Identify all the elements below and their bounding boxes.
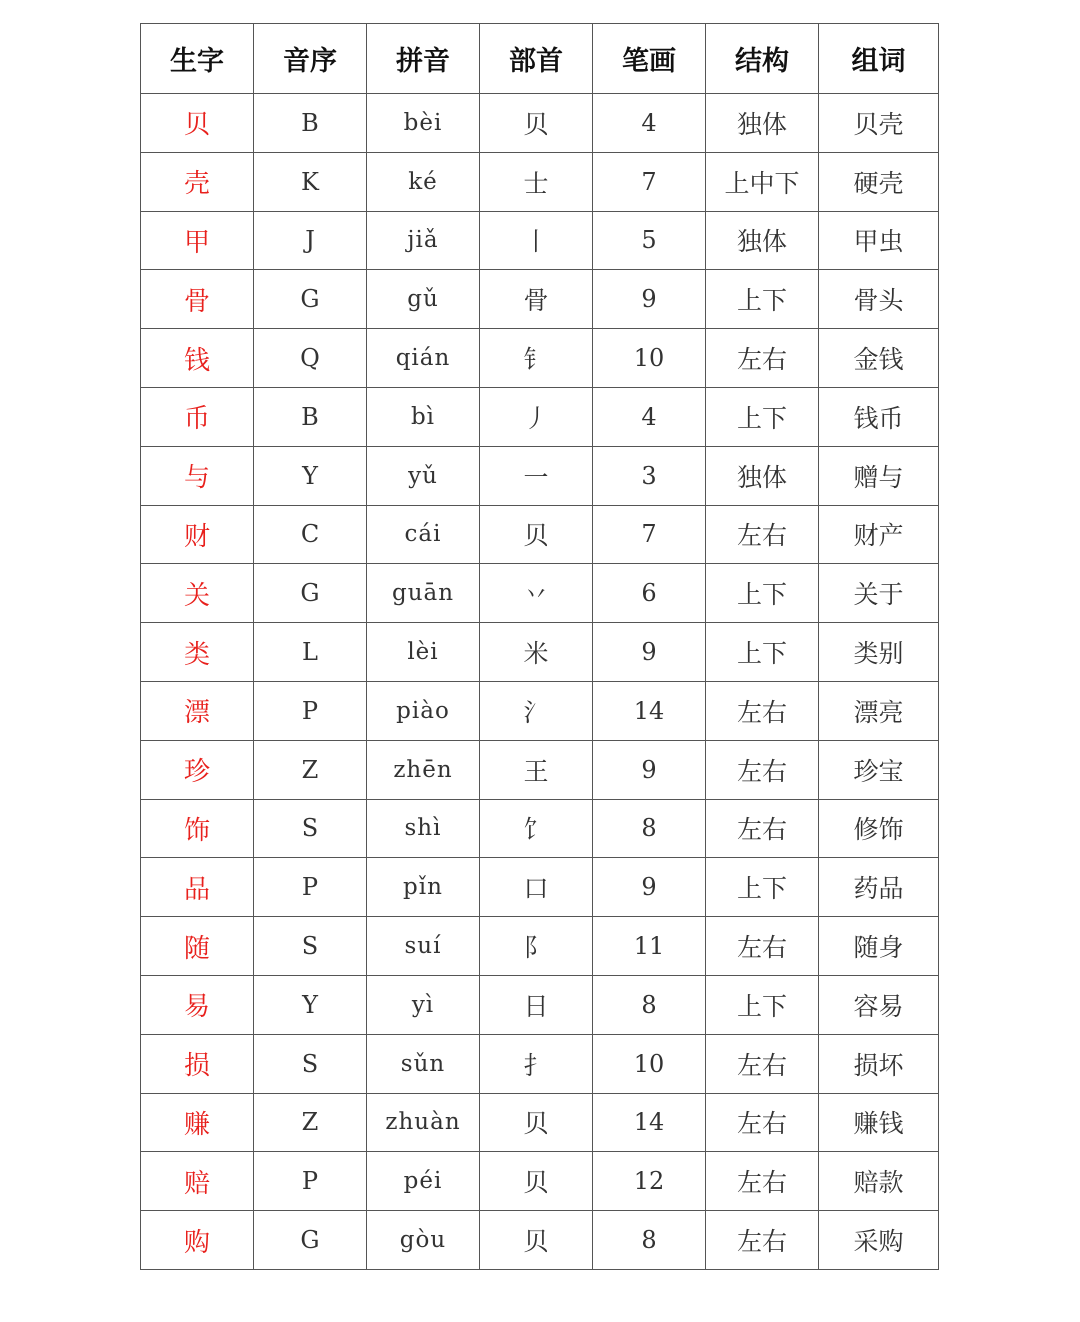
cell-structure: 左右 (706, 1093, 819, 1152)
cell-word: 赚钱 (819, 1093, 939, 1152)
cell-pinyin: yì (367, 975, 480, 1034)
table-row (141, 1211, 939, 1270)
cell-character: 贝 (141, 94, 254, 153)
cell-radical: 丷 (480, 564, 593, 623)
cell-initial: J (254, 211, 367, 270)
cell-strokes: 6 (593, 564, 706, 623)
cell-word: 硬壳 (819, 152, 939, 211)
cell-strokes: 7 (593, 152, 706, 211)
cell-character: 甲 (141, 211, 254, 270)
cell-strokes: 10 (593, 329, 706, 388)
table-row (141, 917, 939, 976)
cell-pinyin: pǐn (367, 858, 480, 917)
cell-radical: 氵 (480, 681, 593, 740)
cell-radical: 骨 (480, 270, 593, 329)
cell-radical: 丨 (480, 211, 593, 270)
table-row (141, 446, 939, 505)
cell-initial: P (254, 858, 367, 917)
cell-pinyin: jiǎ (367, 211, 480, 270)
cell-structure: 上下 (706, 858, 819, 917)
cell-character: 与 (141, 446, 254, 505)
cell-strokes: 8 (593, 975, 706, 1034)
cell-word: 随身 (819, 917, 939, 976)
cell-initial: S (254, 799, 367, 858)
cell-initial: L (254, 623, 367, 682)
cell-pinyin: piào (367, 681, 480, 740)
header-radical: 部首 (480, 24, 593, 94)
cell-initial: Z (254, 1093, 367, 1152)
cell-character: 损 (141, 1034, 254, 1093)
cell-pinyin: ké (367, 152, 480, 211)
cell-character: 赔 (141, 1152, 254, 1211)
table-row (141, 329, 939, 388)
cell-structure: 上下 (706, 270, 819, 329)
cell-radical: 贝 (480, 1152, 593, 1211)
cell-radical: 日 (480, 975, 593, 1034)
cell-pinyin: lèi (367, 623, 480, 682)
cell-structure: 左右 (706, 917, 819, 976)
cell-strokes: 9 (593, 623, 706, 682)
cell-radical: 米 (480, 623, 593, 682)
cell-pinyin: zhēn (367, 740, 480, 799)
table-row (141, 211, 939, 270)
cell-initial: P (254, 681, 367, 740)
table-row (141, 505, 939, 564)
cell-character: 类 (141, 623, 254, 682)
cell-pinyin: péi (367, 1152, 480, 1211)
cell-structure: 左右 (706, 799, 819, 858)
cell-structure: 左右 (706, 329, 819, 388)
cell-strokes: 8 (593, 1211, 706, 1270)
cell-strokes: 11 (593, 917, 706, 976)
cell-character: 饰 (141, 799, 254, 858)
cell-pinyin: gòu (367, 1211, 480, 1270)
cell-pinyin: qián (367, 329, 480, 388)
cell-radical: 阝 (480, 917, 593, 976)
cell-initial: P (254, 1152, 367, 1211)
cell-structure: 左右 (706, 1211, 819, 1270)
cell-initial: C (254, 505, 367, 564)
table-row (141, 564, 939, 623)
cell-strokes: 12 (593, 1152, 706, 1211)
cell-word: 损坏 (819, 1034, 939, 1093)
cell-word: 关于 (819, 564, 939, 623)
cell-character: 漂 (141, 681, 254, 740)
cell-initial: B (254, 387, 367, 446)
cell-initial: G (254, 564, 367, 623)
cell-pinyin: shì (367, 799, 480, 858)
cell-strokes: 8 (593, 799, 706, 858)
cell-word: 赔款 (819, 1152, 939, 1211)
cell-character: 珍 (141, 740, 254, 799)
cell-initial: G (254, 270, 367, 329)
cell-word: 珍宝 (819, 740, 939, 799)
cell-word: 赠与 (819, 446, 939, 505)
cell-pinyin: sǔn (367, 1034, 480, 1093)
character-table (140, 23, 939, 1270)
cell-pinyin: yǔ (367, 446, 480, 505)
cell-word: 容易 (819, 975, 939, 1034)
cell-structure: 独体 (706, 94, 819, 153)
cell-initial: Q (254, 329, 367, 388)
table-row (141, 681, 939, 740)
cell-strokes: 7 (593, 505, 706, 564)
cell-initial: Y (254, 446, 367, 505)
cell-pinyin: cái (367, 505, 480, 564)
cell-character: 随 (141, 917, 254, 976)
cell-structure: 上下 (706, 975, 819, 1034)
cell-strokes: 10 (593, 1034, 706, 1093)
cell-initial: K (254, 152, 367, 211)
cell-word: 甲虫 (819, 211, 939, 270)
table-row (141, 858, 939, 917)
cell-structure: 上下 (706, 387, 819, 446)
cell-character: 钱 (141, 329, 254, 388)
cell-character: 币 (141, 387, 254, 446)
cell-radical: 饣 (480, 799, 593, 858)
cell-character: 财 (141, 505, 254, 564)
cell-radical: 贝 (480, 1093, 593, 1152)
table-row (141, 975, 939, 1034)
cell-radical: 士 (480, 152, 593, 211)
cell-character: 购 (141, 1211, 254, 1270)
cell-structure: 独体 (706, 211, 819, 270)
cell-structure: 上下 (706, 564, 819, 623)
cell-initial: G (254, 1211, 367, 1270)
cell-initial: Y (254, 975, 367, 1034)
cell-strokes: 3 (593, 446, 706, 505)
cell-radical: 一 (480, 446, 593, 505)
cell-radical: 贝 (480, 1211, 593, 1270)
cell-structure: 左右 (706, 740, 819, 799)
cell-pinyin: gǔ (367, 270, 480, 329)
cell-structure: 上下 (706, 623, 819, 682)
cell-structure: 左右 (706, 681, 819, 740)
header-initial: 音序 (254, 24, 367, 94)
cell-structure: 上中下 (706, 152, 819, 211)
cell-word: 财产 (819, 505, 939, 564)
cell-radical: 贝 (480, 505, 593, 564)
cell-initial: S (254, 917, 367, 976)
cell-radical: 王 (480, 740, 593, 799)
table-row (141, 1093, 939, 1152)
cell-structure: 左右 (706, 1034, 819, 1093)
header-pinyin: 拼音 (367, 24, 480, 94)
cell-word: 贝壳 (819, 94, 939, 153)
cell-pinyin: bì (367, 387, 480, 446)
table-row (141, 740, 939, 799)
table-row (141, 799, 939, 858)
cell-strokes: 14 (593, 1093, 706, 1152)
cell-radical: 钅 (480, 329, 593, 388)
cell-pinyin: bèi (367, 94, 480, 153)
cell-structure: 左右 (706, 505, 819, 564)
table-row (141, 152, 939, 211)
cell-word: 药品 (819, 858, 939, 917)
cell-radical: 贝 (480, 94, 593, 153)
cell-initial: S (254, 1034, 367, 1093)
cell-radical: 扌 (480, 1034, 593, 1093)
cell-word: 骨头 (819, 270, 939, 329)
cell-word: 类别 (819, 623, 939, 682)
cell-character: 易 (141, 975, 254, 1034)
cell-pinyin: guān (367, 564, 480, 623)
cell-structure: 左右 (706, 1152, 819, 1211)
table-header-row (141, 24, 939, 94)
cell-pinyin: suí (367, 917, 480, 976)
cell-initial: Z (254, 740, 367, 799)
table-row (141, 94, 939, 153)
table-body (141, 94, 939, 1270)
cell-strokes: 4 (593, 94, 706, 153)
table-row (141, 1034, 939, 1093)
table-row (141, 387, 939, 446)
cell-character: 赚 (141, 1093, 254, 1152)
cell-word: 漂亮 (819, 681, 939, 740)
cell-structure: 独体 (706, 446, 819, 505)
cell-word: 金钱 (819, 329, 939, 388)
cell-character: 骨 (141, 270, 254, 329)
table-row (141, 1152, 939, 1211)
cell-strokes: 5 (593, 211, 706, 270)
cell-character: 关 (141, 564, 254, 623)
cell-character: 品 (141, 858, 254, 917)
cell-word: 采购 (819, 1211, 939, 1270)
header-strokes: 笔画 (593, 24, 706, 94)
cell-strokes: 9 (593, 858, 706, 917)
table-row (141, 270, 939, 329)
cell-strokes: 14 (593, 681, 706, 740)
cell-radical: 口 (480, 858, 593, 917)
cell-word: 修饰 (819, 799, 939, 858)
cell-strokes: 9 (593, 740, 706, 799)
cell-word: 钱币 (819, 387, 939, 446)
cell-pinyin: zhuàn (367, 1093, 480, 1152)
cell-strokes: 4 (593, 387, 706, 446)
cell-initial: B (254, 94, 367, 153)
header-structure: 结构 (706, 24, 819, 94)
cell-strokes: 9 (593, 270, 706, 329)
header-character: 生字 (141, 24, 254, 94)
header-word: 组词 (819, 24, 939, 94)
cell-character: 壳 (141, 152, 254, 211)
cell-radical: 丿 (480, 387, 593, 446)
table-row (141, 623, 939, 682)
